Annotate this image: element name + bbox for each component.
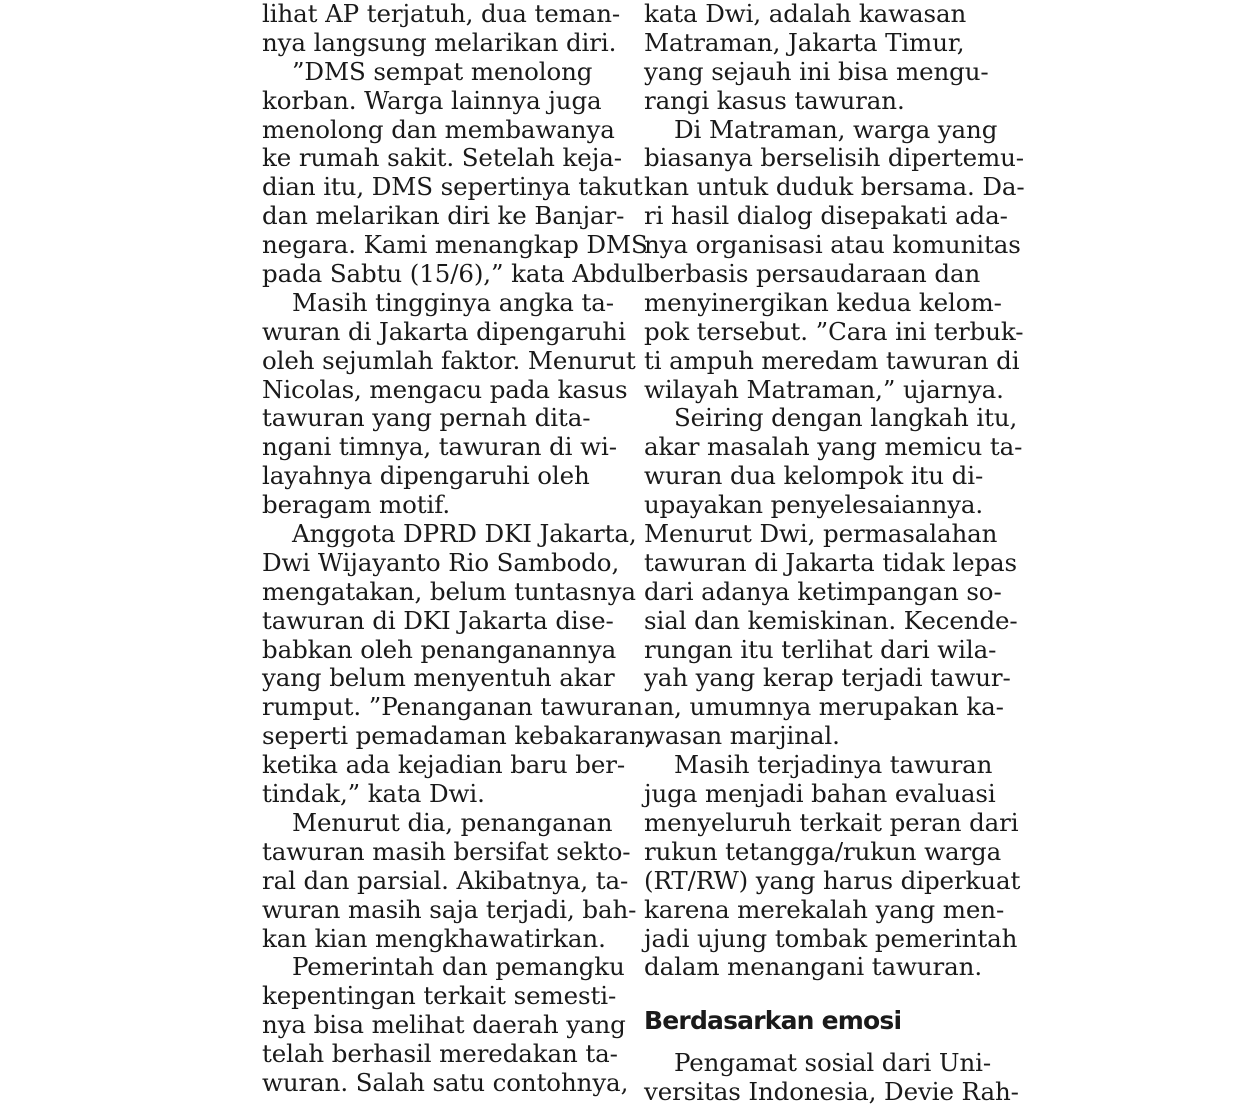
text-line: ti ampuh meredam tawuran di	[644, 345, 1020, 375]
text-line: Menurut dia, penanganan	[292, 807, 613, 837]
text-line: tawuran yang pernah dita-	[262, 403, 591, 433]
text-line: dari adanya ketimpangan so-	[644, 576, 1002, 606]
text-line: korban. Warga lainnya juga	[262, 85, 602, 115]
text-line: layahnya dipengaruhi oleh	[262, 461, 590, 491]
text-line: Pemerintah dan pemangku	[292, 952, 625, 982]
text-line: yang sejauh ini bisa mengu-	[644, 56, 989, 86]
text-line: Menurut Dwi, permasalahan	[644, 519, 998, 549]
text-line: wuran masih saja terjadi, bah-	[262, 894, 637, 924]
text-line: tawuran masih bersifat sekto-	[262, 836, 631, 866]
text-line: telah berhasil meredakan ta-	[262, 1039, 618, 1069]
text-line: seperti pemadaman kebakaran,	[262, 721, 653, 751]
text-line: menyinergikan kedua kelom-	[644, 287, 1002, 317]
text-line: menolong dan membawanya	[262, 114, 615, 144]
text-line: nya bisa melihat daerah yang	[262, 1010, 626, 1040]
text-line: nya organisasi atau komunitas	[644, 230, 1021, 260]
text-line: berbasis persaudaraan dan	[644, 259, 981, 289]
text-line: wilayah Matraman,” ujarnya.	[644, 374, 1004, 404]
text-line: ketika ada kejadian baru ber-	[262, 750, 626, 780]
text-line: pada Sabtu (15/6),” kata Abdul.	[262, 259, 653, 289]
text-line: kepentingan terkait semesti-	[262, 981, 617, 1011]
text-line: pok tersebut. ”Cara ini terbuk-	[644, 316, 1024, 346]
text-line: menyeluruh terkait peran dari	[644, 807, 1019, 837]
text-line: Matraman, Jakarta Timur,	[644, 27, 965, 57]
text-line: dalam menangani tawuran.	[644, 952, 983, 982]
text-line: Masih terjadinya tawuran	[674, 750, 993, 780]
text-line: ral dan parsial. Akibatnya, ta-	[262, 865, 629, 895]
text-line: rumput. ”Penanganan tawuran	[262, 692, 644, 722]
text-line: wuran di Jakarta dipengaruhi	[262, 316, 626, 346]
text-line: rangi kasus tawuran.	[644, 85, 905, 115]
text-line: yang belum menyentuh akar	[262, 663, 615, 693]
text-line: Seiring dengan langkah itu,	[674, 403, 1018, 433]
text-line: ”DMS sempat menolong	[292, 56, 593, 86]
text-line: tawuran di Jakarta tidak lepas	[644, 547, 1018, 577]
text-line: juga menjadi bahan evaluasi	[644, 779, 996, 809]
text-line: Masih tingginya angka ta-	[292, 287, 614, 317]
paragraph	[262, 56, 653, 289]
text-line: versitas Indonesia, Devie Rah-	[644, 1077, 1019, 1107]
text-line: ke rumah sakit. Setelah keja-	[262, 143, 622, 173]
paragraph	[644, 750, 1021, 982]
paragraph	[262, 0, 622, 58]
paragraph	[644, 114, 1025, 405]
text-line: jadi ujung tombak pemerintah	[644, 923, 1018, 953]
text-line: (RT/RW) yang harus diperkuat	[644, 865, 1021, 895]
text-line: Di Matraman, warga yang	[674, 114, 998, 144]
paragraph	[262, 807, 637, 953]
text-line: wuran dua kelompok itu di-	[644, 461, 984, 491]
right-column	[644, 0, 1025, 1107]
paragraph	[262, 952, 629, 1097]
text-line: dan melarikan diri ke Banjar-	[262, 201, 625, 231]
text-line: beragam motif.	[262, 490, 451, 520]
paragraph	[262, 519, 653, 809]
text-line: kan untuk duduk bersama. Da-	[644, 172, 1025, 202]
paragraph	[262, 287, 636, 520]
text-line: Nicolas, mengacu pada kasus	[262, 374, 628, 404]
text-line: mengatakan, belum tuntasnya	[262, 576, 636, 606]
text-line: karena merekalah yang men-	[644, 894, 1005, 924]
text-line: negara. Kami menangkap DMS	[262, 230, 648, 260]
text-line: oleh sejumlah faktor. Menurut	[262, 345, 636, 375]
text-line: Anggota DPRD DKI Jakarta,	[292, 519, 637, 549]
text-line: tindak,” kata Dwi.	[262, 779, 485, 809]
section-subheading: Berdasarkan emosi	[644, 1006, 902, 1036]
text-line: kata Dwi, adalah kawasan	[644, 0, 967, 28]
text-line: nya langsung melarikan diri.	[262, 27, 617, 57]
text-line: wasan marjinal.	[644, 721, 840, 751]
text-line: akar masalah yang memicu ta-	[644, 432, 1023, 462]
text-line: tawuran di DKI Jakarta dise-	[262, 605, 614, 635]
text-line: biasanya berselisih dipertemu-	[644, 143, 1024, 173]
text-line: Dwi Wijayanto Rio Sambodo,	[262, 547, 620, 577]
text-line: dian itu, DMS sepertinya takut	[262, 172, 643, 202]
paragraph	[644, 0, 1004, 116]
text-line: ngani timnya, tawuran di wi-	[262, 432, 617, 462]
text-line: upayakan penyelesaiannya.	[644, 490, 984, 520]
text-line: rungan itu terlihat dari wila-	[644, 634, 997, 664]
text-line: yah yang kerap terjadi tawur-	[644, 663, 1011, 693]
left-column	[262, 0, 653, 1098]
text-line: ri hasil dialog disepakati ada-	[644, 201, 1008, 231]
paragraph	[644, 1048, 1019, 1107]
text-line: an, umumnya merupakan ka-	[644, 692, 1004, 722]
text-line: kan kian mengkhawatirkan.	[262, 923, 606, 953]
paragraph	[644, 403, 1023, 751]
text-line: sial dan kemiskinan. Kecende-	[644, 605, 1018, 635]
text-line: rukun tetangga/rukun warga	[644, 836, 1002, 866]
text-line: wuran. Salah satu contohnya,	[262, 1067, 629, 1097]
text-line: babkan oleh penanganannya	[262, 634, 617, 664]
text-line: Pengamat sosial dari Uni-	[674, 1048, 992, 1078]
text-line: lihat AP terjatuh, dua teman-	[262, 0, 621, 28]
